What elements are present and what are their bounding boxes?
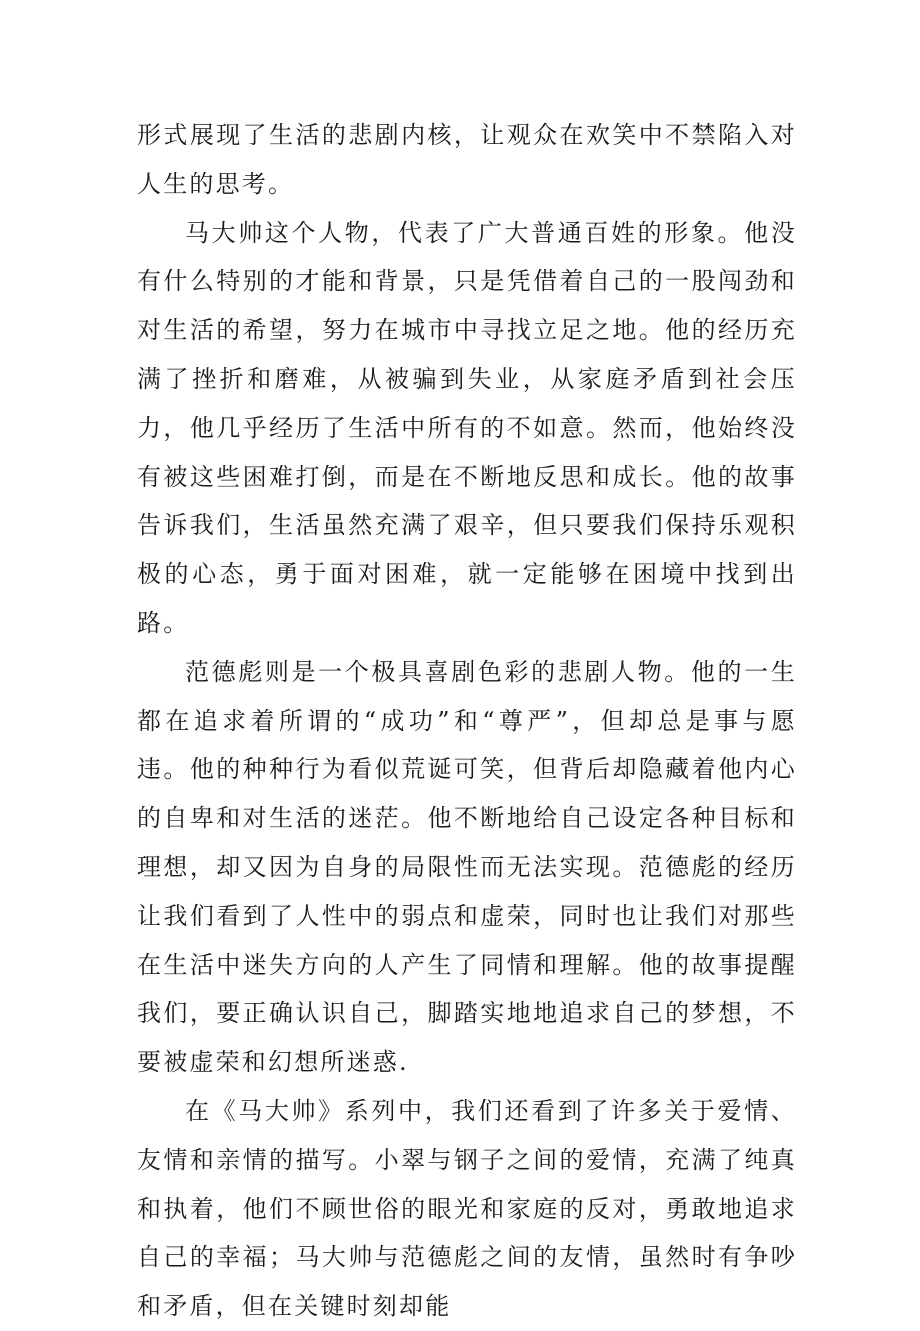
paragraph-relationships: 在《马大帅》系列中，我们还看到了许多关于爱情、友情和亲情的描写。小翠与钢子之间的爱情，充满了纯真和执着，他们不顾世俗的眼光和家庭的反对，勇敢地追求自己的幸福；马大帅与范德彪之间的友情，虽然时有争吵和矛盾，但在关键时刻却能 bbox=[137, 1096, 797, 1321]
paragraph-continued: 形式展现了生活的悲剧内核，让观众在欢笑中不禁陷入对人生的思考。 bbox=[137, 121, 797, 198]
paragraph-ma-dashuai: 马大帅这个人物，代表了广大普通百姓的形象。他没有什么特别的才能和背景，只是凭借着自己的一股闯劲和对生活的希望，努力在城市中寻找立足之地。他的经历充满了挫折和磨难，从被骗到失业，从家庭矛盾到社会压力，他几乎经历了生活中所有的不如意。然而，他始终没有被这些困难打倒，而是在不断地反思和成长。他的故事告诉我们，生活虽然充满了艰辛，但只要我们保持乐观积极的心态，勇于面对困难，就一定能够在困境中找到出路。 bbox=[137, 218, 797, 637]
document-body bbox=[137, 111, 797, 1331]
paragraph-fan-debiao: 范德彪则是一个极具喜剧色彩的悲剧人物。他的一生都在追求着所谓的“成功”和“尊严”，但却总是事与愿违。他的种种行为看似荒诞可笑，但背后却隐藏着他内心的自卑和对生活的迷茫。他不断地给自己设定各种目标和理想，却又因为自身的局限性而无法实现。范德彪的经历让我们看到了人性中的弱点和虚荣，同时也让我们对那些在生活中迷失方向的人产生了同情和理解。他的故事提醒我们，要正确认识自己，脚踏实地地追求自己的梦想，不要被虚荣和幻想所迷惑. bbox=[137, 657, 797, 1077]
